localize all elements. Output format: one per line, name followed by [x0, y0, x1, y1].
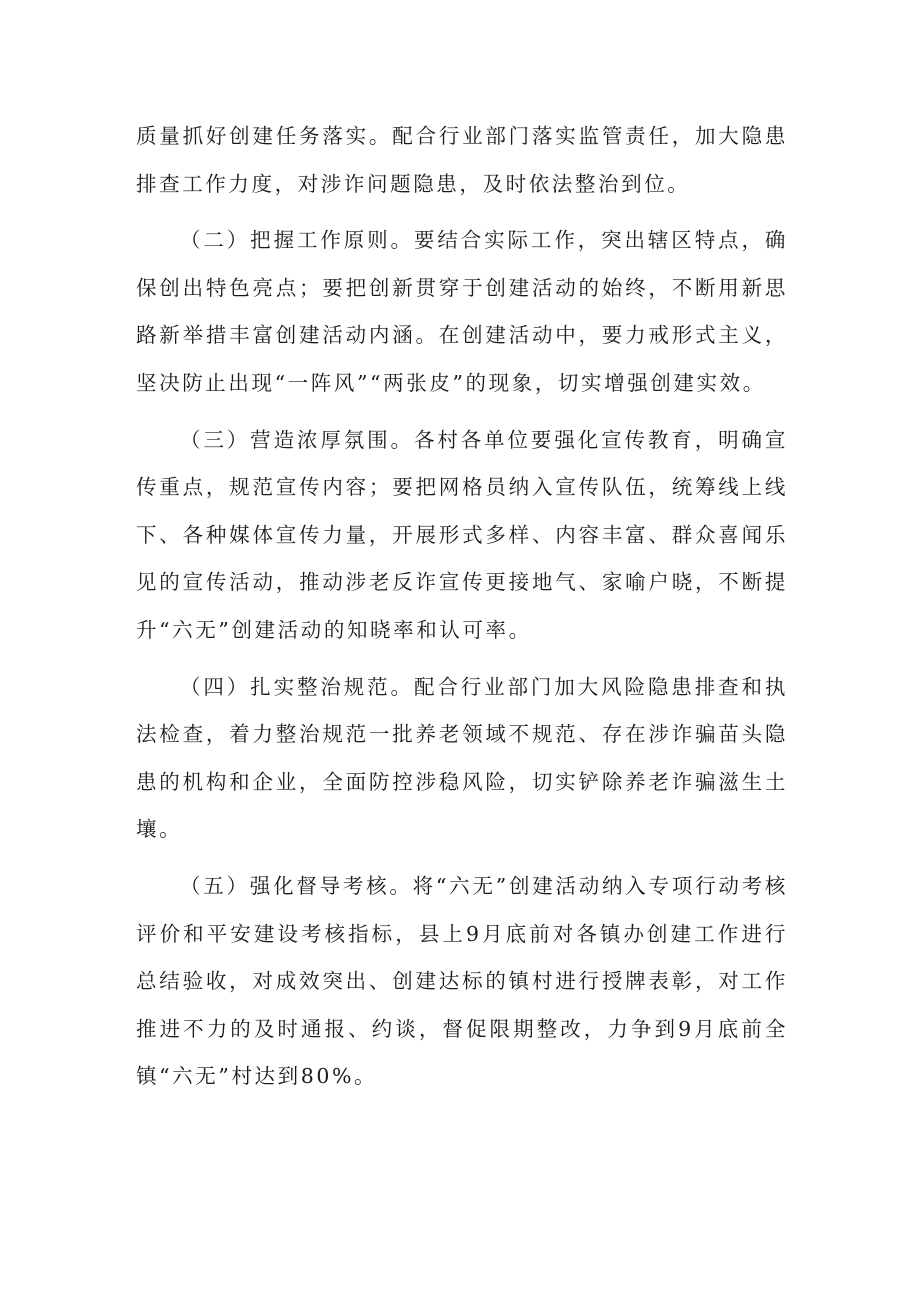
- paragraph-section-2: （二）把握工作原则。要结合实际工作，突出辖区特点，确保创出特色亮点；要把创新贯穿于创建活动的始终，不断用新思路新举措丰富创建活动内涵。在创建活动中，要力戒形式主义，坚决防止出现“一阵风”“两张皮”的现象，切实增强创建实效。: [136, 228, 788, 395]
- paragraph-continuation: 质量抓好创建任务落实。配合行业部门落实监管责任，加大隐患排查工作力度，对涉诈问题隐患，及时依法整治到位。: [136, 124, 788, 196]
- paragraph-section-4: （四）扎实整治规范。配合行业部门加大风险隐患排查和执法检查，着力整治规范一批养老领域不规范、存在涉诈骗苗头隐患的机构和企业，全面防控涉稳风险，切实铲除养老诈骗滋生土壤。: [136, 674, 788, 842]
- document-page: [136, 113, 788, 1101]
- paragraph-section-5: （五）强化督导考核。将“六无”创建活动纳入专项行动考核评价和平安建设考核指标，县上9月底前对各镇办创建工作进行总结验收，对成效突出、创建达标的镇村进行授牌表彰，对工作推进不力的及时通报、约谈，督促限期整改，力争到9月底前全镇“六无”村达到80%。: [136, 873, 788, 1089]
- paragraph-section-3: （三）营造浓厚氛围。各村各单位要强化宣传教育，明确宣传重点，规范宣传内容；要把网格员纳入宣传队伍，统筹线上线下、各种媒体宣传力量，开展形式多样、内容丰富、群众喜闻乐见的宣传活动，推动涉老反诈宣传更接地气、家喻户晓，不断提升“六无”创建活动的知晓率和认可率。: [136, 427, 788, 642]
